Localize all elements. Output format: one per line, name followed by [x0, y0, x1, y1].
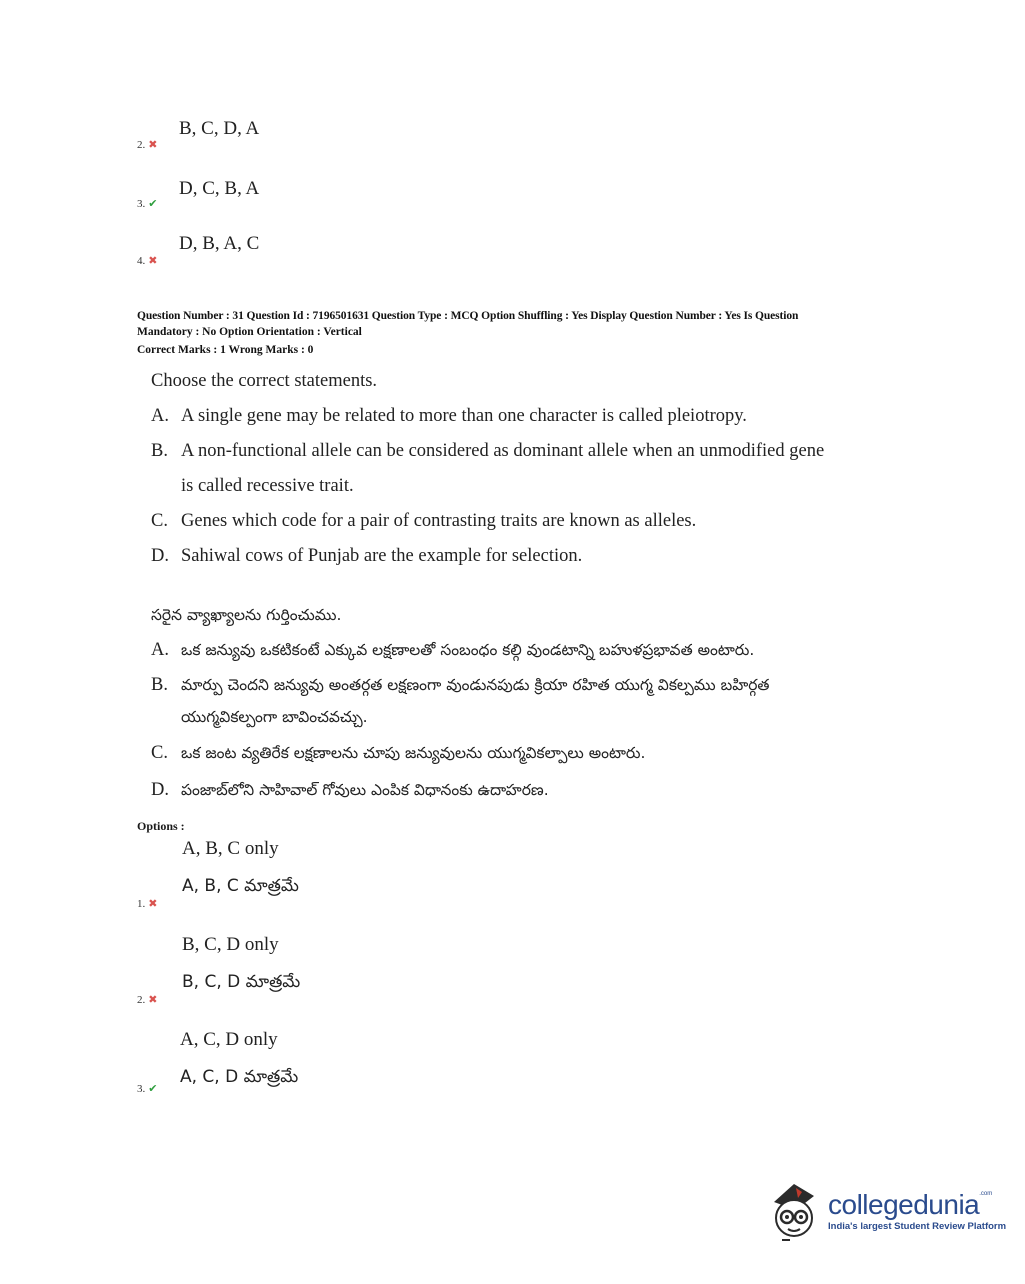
option-text-en: A, C, D only	[180, 1029, 278, 1050]
option-number	[137, 1082, 157, 1095]
check-icon: ✔	[148, 1082, 158, 1095]
prev-option-text: D, B, A, C	[179, 233, 260, 254]
question-meta	[137, 308, 912, 358]
logo-text	[828, 1188, 1007, 1232]
statement-text: యుగ్మవికల్పంగా బావించవచ్చు.	[181, 708, 368, 726]
statement-en	[151, 511, 696, 532]
statement-en	[151, 476, 354, 497]
option-text-en: B, C, D only	[182, 934, 279, 955]
option-number-text: 2.	[137, 993, 146, 1006]
brand-suffix: .com	[979, 1190, 993, 1197]
statement-text: పంజాబ్‌లోని సాహివాల్ గోవులు ఎంపిక విధానంకు ఉదాహరణ.	[181, 781, 549, 799]
options-label: Options :	[137, 819, 185, 833]
meta-line: Correct Marks : 1 Wrong Marks : 0	[137, 344, 314, 356]
option-number	[137, 993, 157, 1006]
statement-label: A.	[151, 640, 169, 660]
prev-option-text: D, C, B, A	[179, 178, 260, 199]
brand-name: collegedunia	[828, 1188, 980, 1220]
statement-en	[151, 546, 582, 567]
statement-text: మార్పు చెందని జన్యువు అంతర్గత లక్షణంగా వుండునపుడు క్రియా రహిత యుగ్మ వికల్పము బహిర్గత	[181, 676, 770, 694]
meta-line: Mandatory : No Option Orientation : Vertical	[137, 326, 362, 338]
option-number: 3.	[137, 197, 146, 210]
option-number-text: 1.	[137, 897, 146, 910]
option-text-te: A, B, C మాత్రమే	[182, 876, 299, 896]
statement-text: ఒక జంట వ్యతిరేక లక్షణాలను చూపు జన్యువులను యుగ్మవికల్పాలు అంటారు.	[181, 744, 646, 762]
question-prompt-te: సరైన వ్యాఖ్యాలను గుర్తించుము.	[151, 606, 342, 624]
mascot-icon	[768, 1180, 822, 1242]
statement-label: D.	[151, 780, 169, 800]
brand-tagline: India's largest Student Review Platform	[828, 1220, 1007, 1232]
statement-text: is called recessive trait.	[181, 476, 354, 496]
option-number	[137, 897, 157, 910]
statement-text: ఒక జన్యువు ఒకటికంటే ఎక్కువ లక్షణాలతో సంబంధం కల్గి వుండటాన్ని బహుళప్రభావత అంటారు.	[181, 641, 755, 659]
prev-option-text: B, C, D, A	[179, 118, 260, 139]
wrong-icon: ✖	[148, 993, 158, 1006]
option-number: 4.	[137, 254, 146, 267]
statement-te	[151, 708, 368, 730]
prev-option-number	[137, 138, 157, 151]
statement-label: B.	[151, 675, 168, 695]
option-text-te: B, C, D మాత్రమే	[182, 972, 301, 992]
wrong-icon: ✖	[148, 254, 158, 267]
wrong-icon: ✖	[148, 897, 158, 910]
statement-text: A single gene may be related to more than one character is called pleiotropy.	[181, 406, 747, 426]
statement-te	[151, 780, 549, 803]
prev-option-number	[137, 254, 157, 267]
statement-label: D.	[151, 546, 169, 566]
statement-text: Genes which code for a pair of contrasting traits are known as alleles.	[181, 511, 697, 531]
collegedunia-logo	[768, 1180, 1006, 1242]
option-text-en: A, B, C only	[182, 838, 279, 859]
statement-text: A non-functional allele can be considered as dominant allele when an unmodified gene	[181, 441, 825, 461]
statement-en	[151, 406, 747, 427]
statement-te	[151, 743, 645, 766]
check-icon: ✔	[148, 197, 158, 210]
statement-en	[151, 441, 824, 462]
meta-line: Question Number : 31 Question Id : 7196501631 Question Type : MCQ Option Shuffling : Yes Display Question Number : Yes Is Question	[137, 310, 799, 322]
statement-label: A.	[151, 406, 169, 426]
statement-text: Sahiwal cows of Punjab are the example for selection.	[181, 546, 583, 566]
statement-label: C.	[151, 743, 168, 763]
statement-te	[151, 675, 769, 698]
prev-option-number	[137, 197, 157, 210]
option-number-text: 3.	[137, 1082, 146, 1095]
statement-label: B.	[151, 441, 168, 461]
statement-te	[151, 640, 754, 663]
statement-label: C.	[151, 511, 168, 531]
wrong-icon: ✖	[148, 138, 158, 151]
option-number: 2.	[137, 138, 146, 151]
question-prompt-en: Choose the correct statements.	[151, 371, 378, 391]
option-text-te: A, C, D మాత్రమే	[180, 1067, 299, 1087]
